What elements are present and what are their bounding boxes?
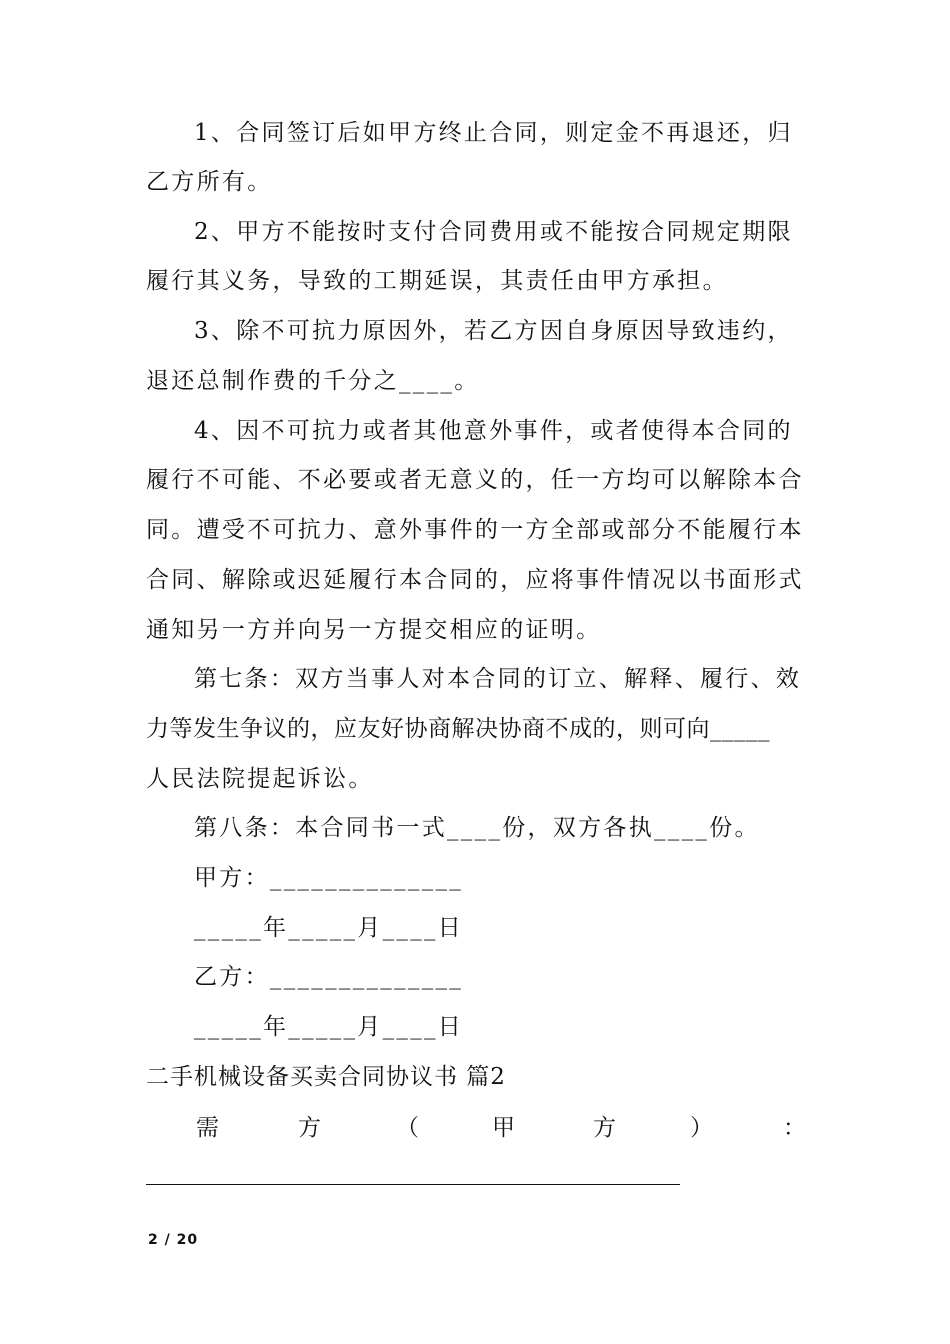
text-line: 1、合同签订后如甲方终止合同，则定金不再退还，归 bbox=[194, 120, 793, 146]
spread-char: 甲 bbox=[492, 1115, 515, 1141]
section-heading: 二手机械设备买卖合同协议书 篇2 bbox=[146, 1064, 506, 1090]
date-line: _____年_____月____日 bbox=[194, 915, 464, 941]
text-line: 力等发生争议的，应友好协商解决协商不成的，则可向_____ bbox=[146, 716, 770, 742]
text-line: 4、因不可抗力或者其他意外事件，或者使得本合同的 bbox=[194, 418, 793, 444]
spread-char: ： bbox=[783, 1115, 806, 1141]
date-line: _____年_____月____日 bbox=[194, 1014, 464, 1040]
spread-char: 方 bbox=[593, 1115, 616, 1141]
spread-char: ） bbox=[690, 1115, 713, 1141]
text-line: 通知另一方并向另一方提交相应的证明。 bbox=[146, 617, 602, 643]
signature-party-a: 甲方：______________ bbox=[194, 865, 464, 891]
spread-char: 需 bbox=[196, 1115, 219, 1141]
text-line: 2、甲方不能按时支付合同费用或不能按合同规定期限 bbox=[194, 219, 793, 245]
text-line: 合同、解除或迟延履行本合同的，应将事件情况以书面形式 bbox=[146, 567, 804, 593]
spread-char: 方 bbox=[298, 1115, 321, 1141]
text-line: 履行不可能、不必要或者无意义的，任一方均可以解除本合 bbox=[146, 467, 804, 493]
page-number: 2 / 20 bbox=[148, 1232, 199, 1248]
text-line: 退还总制作费的千分之____。 bbox=[146, 368, 480, 394]
text-line: 履行其义务，导致的工期延误，其责任由甲方承担。 bbox=[146, 268, 728, 294]
blank-underline bbox=[146, 1184, 680, 1185]
text-line: 第七条：双方当事人对本合同的订立、解释、履行、效 bbox=[194, 666, 802, 692]
spread-char: （ bbox=[396, 1115, 419, 1141]
text-line: 人民法院提起诉讼。 bbox=[146, 766, 374, 792]
text-line: 乙方所有。 bbox=[146, 169, 273, 195]
signature-party-b: 乙方：______________ bbox=[194, 964, 464, 990]
text-line: 同。遭受不可抗力、意外事件的一方全部或部分不能履行本 bbox=[146, 517, 804, 543]
text-line: 3、除不可抗力原因外，若乙方因自身原因导致违约， bbox=[194, 318, 793, 344]
text-line: 第八条：本合同书一式____份，双方各执____份。 bbox=[194, 815, 760, 841]
